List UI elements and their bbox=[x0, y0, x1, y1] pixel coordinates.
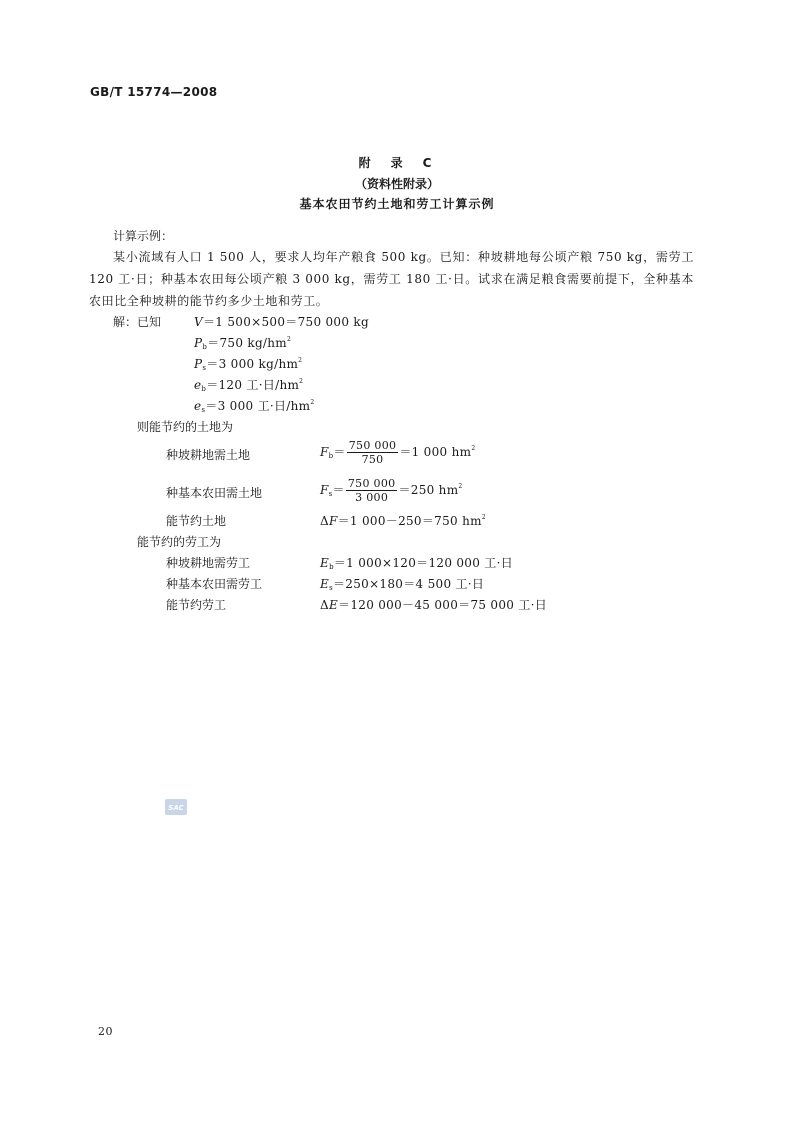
svg-text:SAC: SAC bbox=[168, 804, 184, 812]
labor-row-eq-slope: $E_b=1$ 000×120＝120 000 工·日 bbox=[320, 556, 514, 571]
land-row-label-basic: 种基本农田需土地 bbox=[166, 486, 263, 500]
land-row-eq-basic: $F_s=$ $\frac{750 000}{3 000}$ ＝250 $hm^2$ bbox=[320, 477, 463, 504]
appendix-heading: 基本农田节约土地和劳工计算示例 bbox=[299, 197, 495, 211]
sac-watermark-logo bbox=[165, 799, 187, 815]
land-row-label-slope: 种坡耕地需土地 bbox=[166, 448, 251, 462]
given-es: $e_s=3$ 000 工·日$/hm^2$ bbox=[194, 399, 315, 414]
land-row-label-saved: 能节约土地 bbox=[166, 514, 227, 528]
solution-label: 解：已知 bbox=[113, 315, 162, 329]
labor-row-label-saved: 能节约劳工 bbox=[166, 598, 227, 612]
standard-code: GB/T 15774—2008 bbox=[90, 85, 218, 99]
labor-row-eq-basic: $E_s=250\times 180=4$ 500 工·日 bbox=[320, 577, 485, 592]
page-number: 20 bbox=[98, 1025, 113, 1038]
labor-row-label-basic: 种基本农田需劳工 bbox=[166, 577, 263, 591]
problem-paragraph: 某小流域有人口 1 500 人，要求人均年产粮食 500 kg。已知：种坡耕地每公顷产粮 750 kg，需劳工 120 工·日；种基本农田每公顷产粮 3 000 kg，需劳工 180 工·日。试求在满足粮食需要前提下，全种基本农田比全种坡耕的能节约多少土地和劳工。 bbox=[89, 250, 694, 308]
labor-row-label-slope: 种坡耕地需劳工 bbox=[166, 556, 251, 570]
labor-row-eq-saved: ΔE＝120 000－45 000＝75 000 工·日 bbox=[320, 598, 548, 612]
labor-heading: 能节约的劳工为 bbox=[137, 535, 222, 549]
sac-logo-icon bbox=[165, 799, 187, 815]
given-ps: $P_s=3$ 000 $kg/hm^2$ bbox=[194, 357, 303, 372]
appendix-type: （资料性附录） bbox=[354, 177, 439, 191]
given-eb: $e_b=120$ 工·日$/hm^2$ bbox=[194, 378, 304, 393]
land-row-eq-slope: $F_b=$ $\frac{750 000}{750}$ ＝1 000 $hm^2$ bbox=[320, 439, 476, 466]
given-pb: $P_b=750$ $kg/hm^2$ bbox=[194, 336, 292, 351]
given-v: V＝1 500×500＝750 000 kg bbox=[194, 315, 369, 329]
fraction: $\frac{750 000}{750}$ bbox=[348, 439, 397, 466]
appendix-title: 附 录 C bbox=[358, 156, 436, 170]
fraction: $\frac{750 000}{3 000}$ bbox=[347, 477, 396, 504]
land-heading: 则能节约的土地为 bbox=[137, 420, 234, 434]
example-label: 计算示例： bbox=[113, 229, 174, 243]
land-row-eq-saved: ΔF＝1 000－250＝750 $hm^2$ bbox=[320, 514, 486, 528]
